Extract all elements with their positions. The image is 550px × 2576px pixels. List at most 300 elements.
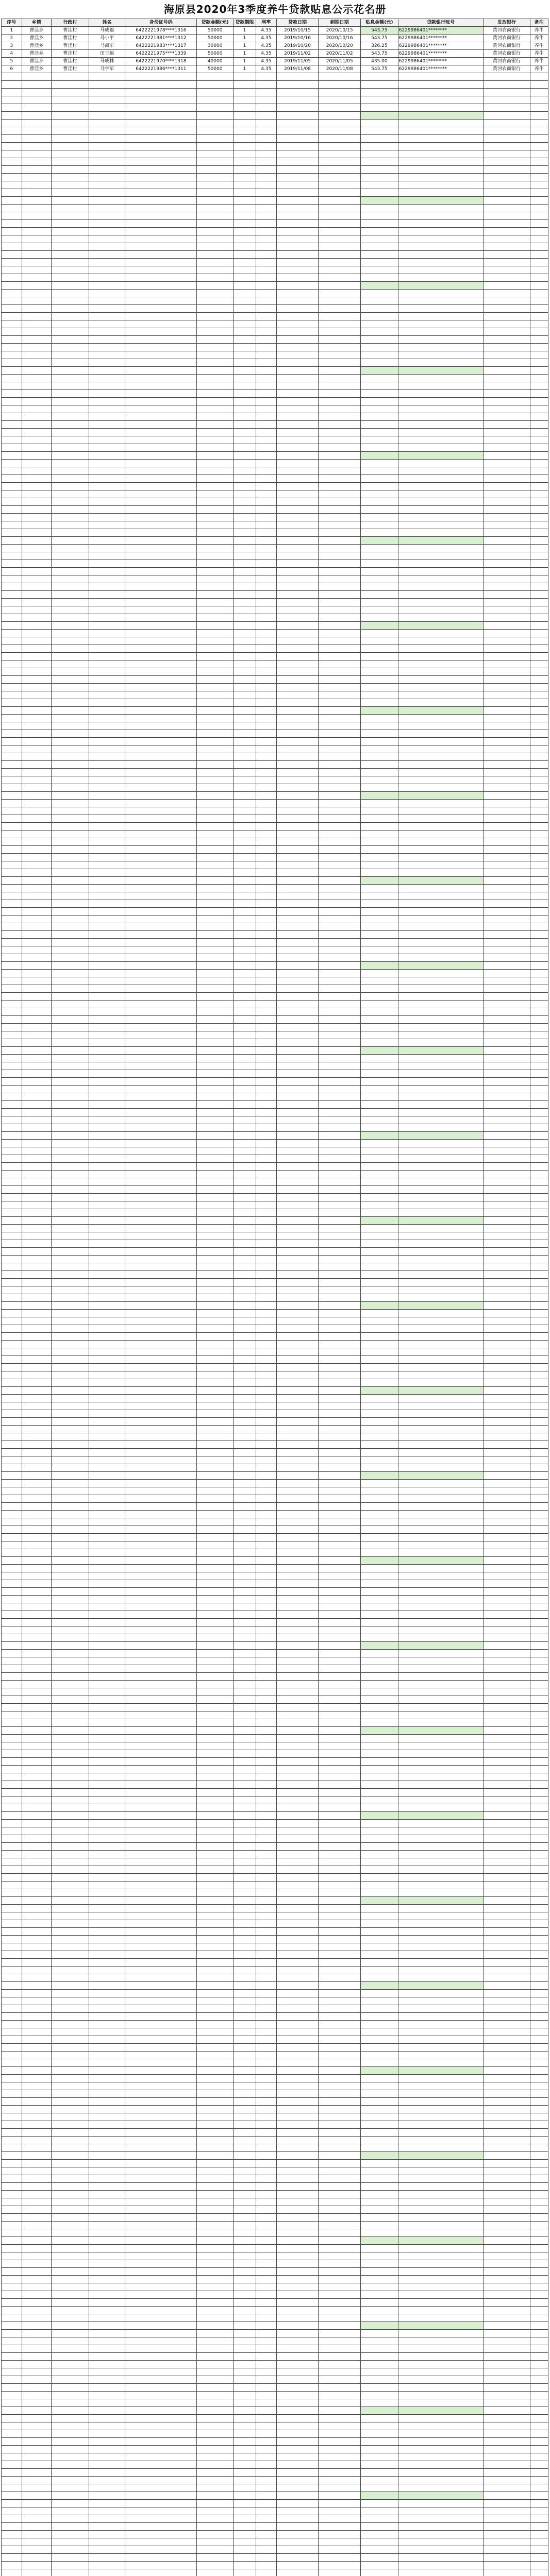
cell-bank (484, 2167, 530, 2175)
cell-village (52, 1920, 89, 1928)
cell-town (22, 2446, 51, 2453)
cell-idno (125, 2067, 197, 2075)
cell-village (52, 1225, 89, 1232)
cell-note (530, 1456, 548, 1464)
cell-amount: 50000 (197, 35, 234, 42)
cell-amount (197, 931, 234, 939)
table-row (2, 606, 548, 614)
cell-bank (484, 1341, 530, 1348)
cell-town (22, 1294, 51, 1302)
cell-bank (484, 885, 530, 892)
cell-bank (484, 2113, 530, 2121)
cell-start (276, 1518, 319, 1526)
cell-idno (125, 1047, 197, 1055)
cell-town (22, 861, 51, 869)
cell-name: 马海军 (89, 42, 125, 50)
cell-note (530, 2523, 548, 2531)
cell-village (52, 1310, 89, 1317)
cell-no (2, 1186, 22, 1194)
cell-village (52, 2399, 89, 2407)
cell-rate (256, 2430, 277, 2438)
table-row (2, 81, 548, 89)
cell-name (89, 800, 125, 807)
table-row (2, 1943, 548, 1951)
cell-town (22, 1186, 51, 1194)
cell-term (233, 2554, 256, 2562)
cell-note (530, 212, 548, 220)
cell-idno (125, 2028, 197, 2036)
cell-bank (484, 1565, 530, 1572)
cell-end (319, 753, 361, 761)
table-row (2, 2028, 548, 2036)
cell-amount (197, 1294, 234, 1302)
cell-amount (197, 390, 234, 398)
cell-name (89, 205, 125, 212)
cell-account (398, 2276, 483, 2283)
cell-note (530, 2052, 548, 2059)
cell-village (52, 1688, 89, 1696)
cell-amount (197, 614, 234, 622)
cell-name (89, 846, 125, 854)
cell-note (530, 854, 548, 861)
table-row (2, 65, 548, 73)
table-row (2, 205, 548, 212)
cell-rate (256, 2531, 277, 2538)
cell-end (319, 1217, 361, 1225)
cell-village (52, 390, 89, 398)
cell-bank (484, 1665, 530, 1673)
table-row (2, 1596, 548, 1603)
cell-start (276, 707, 319, 715)
cell-village (52, 637, 89, 645)
cell-idno (125, 390, 197, 398)
cell-start (276, 1797, 319, 1804)
table-row (2, 2337, 548, 2345)
cell-end (319, 637, 361, 645)
cell-village (52, 2330, 89, 2337)
cell-note (530, 2353, 548, 2361)
cell-name (89, 885, 125, 892)
cell-amount (197, 1031, 234, 1039)
cell-rate (256, 1379, 277, 1387)
cell-note (530, 1657, 548, 1665)
cell-subsidy (360, 1874, 398, 1882)
cell-start (276, 2252, 319, 2260)
cell-rate (256, 1943, 277, 1951)
cell-rate (256, 2569, 277, 2576)
cell-rate (256, 1024, 277, 1031)
cell-rate (256, 2113, 277, 2121)
cell-account (398, 1325, 483, 1333)
cell-amount (197, 1480, 234, 1487)
cell-idno (125, 212, 197, 220)
cell-amount (197, 1905, 234, 1912)
cell-town (22, 1001, 51, 1008)
cell-town (22, 1851, 51, 1858)
cell-rate (256, 150, 277, 158)
cell-rate (256, 158, 277, 166)
cell-name (89, 1959, 125, 1967)
cell-subsidy (360, 1317, 398, 1325)
cell-village (52, 2392, 89, 2399)
cell-village (52, 2206, 89, 2214)
cell-note (530, 413, 548, 421)
cell-village (52, 2160, 89, 2167)
cell-subsidy (360, 228, 398, 235)
cell-start (276, 2384, 319, 2392)
cell-subsidy (360, 1302, 398, 1310)
cell-bank (484, 977, 530, 985)
cell-note (530, 2252, 548, 2260)
cell-village (52, 1673, 89, 1681)
cell-account (398, 653, 483, 660)
cell-subsidy (360, 939, 398, 946)
cell-town (22, 421, 51, 429)
cell-town (22, 1912, 51, 1920)
cell-subsidy (360, 1781, 398, 1789)
cell-rate (256, 490, 277, 498)
cell-subsidy (360, 2392, 398, 2399)
cell-amount (197, 823, 234, 831)
cell-village (52, 2322, 89, 2330)
cell-village (52, 135, 89, 143)
cell-note (530, 313, 548, 320)
cell-start (276, 1333, 319, 1341)
cell-term (233, 1758, 256, 1766)
cell-term (233, 1395, 256, 1402)
cell-no (2, 2082, 22, 2090)
cell-rate (256, 2407, 277, 2415)
table-row (2, 807, 548, 815)
table-row (2, 1781, 548, 1789)
cell-town (22, 1626, 51, 1634)
cell-village (52, 977, 89, 985)
cell-end (319, 831, 361, 838)
cell-rate (256, 1534, 277, 1541)
cell-term (233, 1402, 256, 1410)
cell-town (22, 869, 51, 877)
cell-start (276, 1109, 319, 1116)
cell-term (233, 1557, 256, 1565)
cell-end (319, 1256, 361, 1263)
table-row (2, 521, 548, 529)
table-row (2, 722, 548, 730)
cell-town (22, 274, 51, 282)
cell-bank (484, 1263, 530, 1271)
cell-account (398, 2152, 483, 2160)
cell-rate (256, 2291, 277, 2299)
cell-town (22, 1062, 51, 1070)
cell-village (52, 583, 89, 591)
cell-term (233, 591, 256, 599)
cell-bank (484, 2191, 530, 2198)
cell-name (89, 351, 125, 359)
cell-amount (197, 1039, 234, 1047)
cell-amount (197, 1657, 234, 1665)
cell-name (89, 985, 125, 993)
cell-account (398, 1356, 483, 1364)
cell-no (2, 1951, 22, 1959)
cell-subsidy: 435.00 (360, 58, 398, 65)
cell-account (398, 2299, 483, 2307)
cell-rate (256, 831, 277, 838)
cell-term (233, 1882, 256, 1889)
cell-name (89, 1835, 125, 1843)
cell-idno (125, 993, 197, 1001)
cell-note (530, 2322, 548, 2330)
cell-end (319, 1109, 361, 1116)
cell-rate (256, 1449, 277, 1456)
cell-subsidy (360, 1603, 398, 1611)
cell-rate (256, 1016, 277, 1024)
table-row (2, 2237, 548, 2245)
cell-idno (125, 2268, 197, 2276)
cell-amount (197, 838, 234, 846)
cell-amount (197, 297, 234, 305)
cell-idno (125, 483, 197, 490)
cell-village (52, 1387, 89, 1395)
cell-start (276, 483, 319, 490)
table-row (2, 1093, 548, 1101)
cell-term (233, 1364, 256, 1371)
cell-amount (197, 1008, 234, 1016)
cell-no (2, 243, 22, 251)
cell-term (233, 1480, 256, 1487)
cell-no (2, 954, 22, 962)
cell-no (2, 622, 22, 630)
cell-town (22, 1333, 51, 1341)
table-row (2, 954, 548, 962)
cell-amount (197, 916, 234, 923)
cell-bank (484, 1456, 530, 1464)
table-row (2, 916, 548, 923)
cell-amount (197, 1797, 234, 1804)
table-row (2, 1967, 548, 1974)
cell-start (276, 1874, 319, 1882)
cell-account (398, 2469, 483, 2477)
cell-start (276, 181, 319, 189)
cell-account (398, 1619, 483, 1626)
cell-name (89, 382, 125, 390)
cell-town (22, 916, 51, 923)
cell-note (530, 2175, 548, 2183)
cell-note (530, 1194, 548, 1201)
cell-term (233, 1565, 256, 1572)
cell-town (22, 2075, 51, 2082)
cell-term (233, 2005, 256, 2013)
cell-idno (125, 1588, 197, 1596)
cell-start (276, 452, 319, 460)
cell-bank (484, 606, 530, 614)
cell-bank (484, 2453, 530, 2461)
cell-note (530, 815, 548, 823)
cell-account (398, 2507, 483, 2515)
cell-term (233, 537, 256, 545)
cell-rate (256, 2438, 277, 2446)
cell-subsidy (360, 1812, 398, 1820)
cell-start (276, 1364, 319, 1371)
cell-no (2, 1858, 22, 1866)
cell-amount (197, 1418, 234, 1426)
cell-no (2, 1897, 22, 1905)
cell-term (233, 1804, 256, 1812)
cell-no (2, 2538, 22, 2546)
cell-term (233, 1140, 256, 1147)
cell-start (276, 1758, 319, 1766)
cell-town (22, 1263, 51, 1271)
cell-rate (256, 81, 277, 89)
cell-no (2, 1441, 22, 1449)
cell-subsidy (360, 637, 398, 645)
cell-subsidy (360, 429, 398, 436)
cell-account (398, 220, 483, 228)
cell-name (89, 282, 125, 290)
cell-subsidy (360, 622, 398, 630)
cell-rate (256, 1634, 277, 1642)
cell-end (319, 1936, 361, 1943)
cell-end (319, 2237, 361, 2245)
cell-no (2, 931, 22, 939)
cell-idno (125, 2415, 197, 2422)
cell-subsidy (360, 1866, 398, 1874)
cell-name (89, 745, 125, 753)
cell-no (2, 1047, 22, 1055)
cell-idno (125, 614, 197, 622)
cell-account (398, 81, 483, 89)
cell-start (276, 2299, 319, 2307)
cell-note (530, 205, 548, 212)
cell-town (22, 715, 51, 722)
cell-term (233, 1124, 256, 1132)
cell-idno (125, 2237, 197, 2245)
cell-village (52, 2438, 89, 2446)
cell-idno (125, 2090, 197, 2098)
cell-town (22, 2330, 51, 2337)
cell-amount (197, 2021, 234, 2028)
cell-note (530, 1665, 548, 1673)
table-row (2, 197, 548, 205)
cell-rate (256, 429, 277, 436)
cell-idno (125, 1410, 197, 1418)
cell-idno (125, 1263, 197, 1271)
cell-no (2, 2160, 22, 2167)
cell-subsidy (360, 1990, 398, 1997)
cell-subsidy (360, 1256, 398, 1263)
cell-subsidy (360, 1371, 398, 1379)
cell-amount (197, 939, 234, 946)
cell-idno (125, 143, 197, 150)
cell-term (233, 838, 256, 846)
cell-note (530, 2484, 548, 2492)
cell-end (319, 1186, 361, 1194)
cell-subsidy (360, 1016, 398, 1024)
cell-no (2, 1882, 22, 1889)
cell-account (398, 676, 483, 684)
table-row (2, 1441, 548, 1449)
cell-subsidy (360, 1379, 398, 1387)
cell-village (52, 2384, 89, 2392)
cell-town (22, 1727, 51, 1735)
cell-no (2, 266, 22, 274)
cell-name (89, 2129, 125, 2137)
cell-term (233, 2129, 256, 2137)
cell-village (52, 1650, 89, 1657)
cell-note (530, 1008, 548, 1016)
table-row (2, 838, 548, 846)
cell-start (276, 1928, 319, 1936)
cell-village (52, 274, 89, 282)
cell-rate (256, 336, 277, 344)
cell-name (89, 676, 125, 684)
cell-rate (256, 1742, 277, 1750)
cell-amount (197, 2222, 234, 2229)
cell-rate (256, 2082, 277, 2090)
cell-term (233, 2368, 256, 2376)
cell-start (276, 575, 319, 583)
cell-name (89, 228, 125, 235)
cell-idno (125, 120, 197, 127)
cell-term (233, 2484, 256, 2492)
cell-name (89, 1673, 125, 1681)
cell-name (89, 2554, 125, 2562)
cell-start (276, 104, 319, 112)
cell-town (22, 885, 51, 892)
cell-town (22, 591, 51, 599)
cell-rate (256, 1518, 277, 1526)
cell-rate (256, 1928, 277, 1936)
cell-bank (484, 1225, 530, 1232)
cell-village (52, 1503, 89, 1511)
cell-bank (484, 1348, 530, 1356)
cell-account: 6229986401******** (398, 35, 483, 42)
cell-village (52, 1163, 89, 1171)
cell-account (398, 2283, 483, 2291)
cell-end (319, 1920, 361, 1928)
cell-bank (484, 599, 530, 606)
cell-rate (256, 1333, 277, 1341)
cell-village (52, 189, 89, 197)
cell-idno (125, 1596, 197, 1603)
cell-village (52, 730, 89, 738)
cell-bank (484, 2407, 530, 2415)
cell-amount (197, 1580, 234, 1588)
cell-subsidy (360, 205, 398, 212)
cell-bank (484, 290, 530, 297)
cell-term (233, 1024, 256, 1031)
cell-start (276, 1341, 319, 1348)
cell-village (52, 1070, 89, 1078)
cell-bank (484, 1673, 530, 1681)
cell-start (276, 2021, 319, 2028)
cell-name (89, 815, 125, 823)
cell-idno (125, 2314, 197, 2322)
cell-term (233, 1866, 256, 1874)
cell-start (276, 1371, 319, 1379)
cell-no (2, 575, 22, 583)
cell-bank (484, 2376, 530, 2384)
cell-rate (256, 2384, 277, 2392)
cell-idno (125, 2191, 197, 2198)
cell-no (2, 823, 22, 831)
cell-account (398, 405, 483, 413)
cell-start (276, 1426, 319, 1433)
cell-account (398, 158, 483, 166)
cell-subsidy (360, 2106, 398, 2113)
cell-rate (256, 2252, 277, 2260)
cell-start: 2019/11/05 (276, 58, 319, 65)
cell-name (89, 2453, 125, 2461)
cell-idno (125, 2222, 197, 2229)
